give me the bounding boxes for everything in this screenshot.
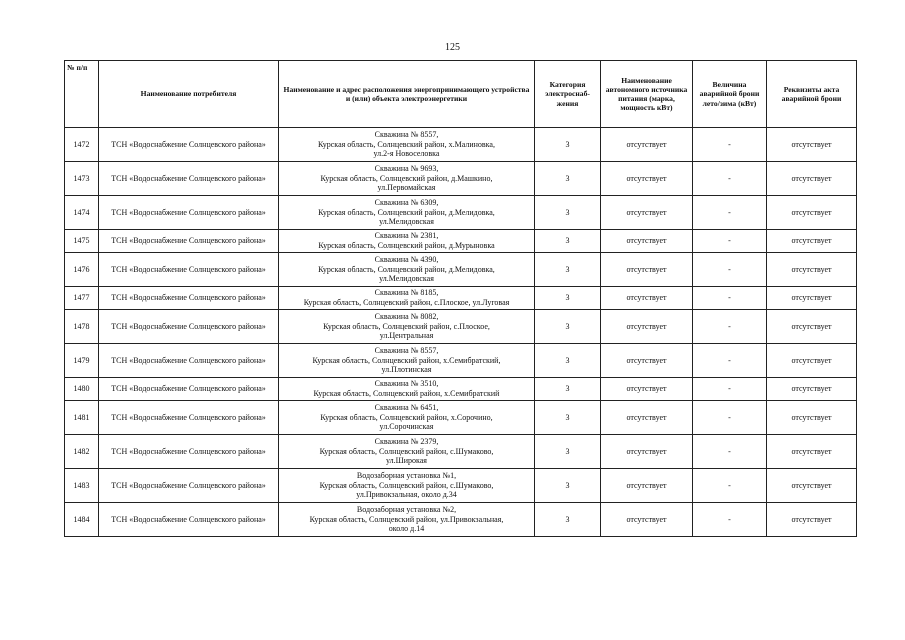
row-act: отсутствует: [767, 378, 857, 401]
address-line: Скважина № 2381,: [374, 231, 439, 241]
row-consumer: ТСН «Водоснабжение Солнцевского района»: [99, 503, 279, 537]
row-reserve: -: [693, 401, 767, 435]
row-address: [279, 128, 535, 162]
header-reserve: Величина аварийной брони лето/зима (кВт): [693, 61, 767, 128]
row-act: отсутствует: [767, 253, 857, 287]
header-consumer: Наименование потребителя: [99, 61, 279, 128]
row-number: 1484: [65, 503, 99, 537]
header-power-source: Наименование автономного источника питания (марка, мощность кВт): [601, 61, 693, 128]
address-line: ул.Широкая: [386, 456, 427, 466]
address-line: около д.14: [388, 524, 425, 534]
address-line: Скважина № 8082,: [374, 312, 439, 322]
table-row: [65, 344, 857, 378]
row-category: 3: [535, 230, 601, 253]
address-line: Курская область, Солнцевский район, с.Шумаково,: [319, 446, 494, 456]
row-reserve: -: [693, 344, 767, 378]
table-row: [65, 196, 857, 230]
row-number: 1474: [65, 196, 99, 230]
row-consumer: ТСН «Водоснабжение Солнцевского района»: [99, 287, 279, 310]
registry-table: [64, 60, 857, 537]
row-number: 1483: [65, 469, 99, 503]
row-act: отсутствует: [767, 230, 857, 253]
row-category: 3: [535, 378, 601, 401]
row-power-source: отсутствует: [601, 469, 693, 503]
row-reserve: -: [693, 503, 767, 537]
address-line: Скважина № 8185,: [374, 288, 439, 298]
address-line: Курская область, Солнцевский район, с.Плоское,: [323, 321, 490, 331]
row-power-source: отсутствует: [601, 196, 693, 230]
table-header-row: [65, 61, 857, 128]
table-row: [65, 310, 857, 344]
row-reserve: -: [693, 435, 767, 469]
row-consumer: ТСН «Водоснабжение Солнцевского района»: [99, 435, 279, 469]
table-row: [65, 503, 857, 537]
row-address: [279, 253, 535, 287]
row-power-source: отсутствует: [601, 128, 693, 162]
table-row: [65, 287, 857, 310]
page-number: 125: [445, 42, 460, 53]
address-line: ул.Плотинская: [381, 365, 432, 375]
address-line: Курская область, Солнцевский район, ул.Привокзальная,: [309, 514, 504, 524]
row-category: 3: [535, 401, 601, 435]
address-line: Курская область, Солнцевский район, д.Мелидовка,: [318, 264, 495, 274]
row-consumer: ТСН «Водоснабжение Солнцевского района»: [99, 230, 279, 253]
address-line: Курская область, Солнцевский район, х.Малиновка,: [318, 139, 495, 149]
address-line: Курская область, Солнцевский район, х.Семибратский: [313, 389, 500, 398]
row-consumer: ТСН «Водоснабжение Солнцевского района»: [99, 253, 279, 287]
row-act: отсутствует: [767, 287, 857, 310]
table-row: [65, 435, 857, 469]
row-category: 3: [535, 310, 601, 344]
row-address: [279, 378, 535, 401]
row-act: отсутствует: [767, 310, 857, 344]
row-number: 1480: [65, 378, 99, 401]
row-act: отсутствует: [767, 196, 857, 230]
row-number: 1478: [65, 310, 99, 344]
address-line: ул.2-я Новоселовка: [373, 149, 440, 159]
address-line: Курская область, Солнцевский район, д.Мурыновка: [318, 241, 495, 250]
row-reserve: -: [693, 162, 767, 196]
address-line: Водозаборная установка №1,: [356, 471, 457, 481]
address-line: ул.Сорочинская: [379, 422, 434, 432]
row-consumer: ТСН «Водоснабжение Солнцевского района»: [99, 310, 279, 344]
header-address: Наименование и адрес расположения энергопринимающего устройства и (или) объекта электроэнергетики: [279, 61, 535, 128]
row-number: 1477: [65, 287, 99, 310]
address-line: Скважина № 6451,: [374, 403, 439, 413]
address-line: Курская область, Солнцевский район, с.Плоское, ул.Луговая: [303, 298, 510, 307]
row-power-source: отсутствует: [601, 230, 693, 253]
row-act: отсутствует: [767, 128, 857, 162]
row-power-source: отсутствует: [601, 401, 693, 435]
row-act: отсутствует: [767, 344, 857, 378]
row-act: отсутствует: [767, 435, 857, 469]
row-number: 1482: [65, 435, 99, 469]
address-line: ул.Первомайская: [377, 183, 436, 193]
address-line: Водозаборная установка №2,: [356, 505, 457, 515]
row-category: 3: [535, 162, 601, 196]
address-line: Скважина № 4390,: [374, 255, 439, 265]
row-consumer: ТСН «Водоснабжение Солнцевского района»: [99, 128, 279, 162]
address-line: Курская область, Солнцевский район, д.Машкино,: [320, 173, 493, 183]
row-consumer: ТСН «Водоснабжение Солнцевского района»: [99, 469, 279, 503]
table-row: [65, 378, 857, 401]
address-line: Скважина № 8557,: [374, 130, 439, 140]
row-act: отсутствует: [767, 469, 857, 503]
header-category: Категория электроснаб-жения: [535, 61, 601, 128]
row-number: 1472: [65, 128, 99, 162]
address-line: Скважина № 3510,: [374, 379, 439, 389]
row-power-source: отсутствует: [601, 435, 693, 469]
row-category: 3: [535, 344, 601, 378]
row-address: [279, 310, 535, 344]
address-line: Скважина № 9693,: [374, 164, 439, 174]
row-category: 3: [535, 503, 601, 537]
row-address: [279, 162, 535, 196]
row-category: 3: [535, 128, 601, 162]
table-row: [65, 469, 857, 503]
header-num: № п/п: [65, 61, 99, 128]
address-line: Курская область, Солнцевский район, х.Сорочино,: [320, 412, 493, 422]
row-address: [279, 469, 535, 503]
row-power-source: отсутствует: [601, 378, 693, 401]
address-line: ул.Мелидовская: [379, 274, 434, 284]
row-address: [279, 503, 535, 537]
table-row: [65, 401, 857, 435]
table-row: [65, 230, 857, 253]
address-line: Курская область, Солнцевский район, д.Мелидовка,: [318, 207, 495, 217]
row-category: 3: [535, 287, 601, 310]
row-reserve: -: [693, 310, 767, 344]
address-line: Курская область, Солнцевский район, х.Семибратский,: [312, 355, 501, 365]
address-line: Скважина № 2379,: [374, 437, 439, 447]
row-reserve: -: [693, 378, 767, 401]
row-consumer: ТСН «Водоснабжение Солнцевского района»: [99, 378, 279, 401]
row-category: 3: [535, 253, 601, 287]
row-reserve: -: [693, 469, 767, 503]
address-line: Скважина № 6309,: [374, 198, 439, 208]
row-consumer: ТСН «Водоснабжение Солнцевского района»: [99, 344, 279, 378]
row-act: отсутствует: [767, 162, 857, 196]
table-row: [65, 162, 857, 196]
row-reserve: -: [693, 128, 767, 162]
address-line: Курская область, Солнцевский район, с.Шумаково,: [319, 480, 494, 490]
row-consumer: ТСН «Водоснабжение Солнцевского района»: [99, 162, 279, 196]
header-act: Реквизиты акта аварийной брони: [767, 61, 857, 128]
row-address: [279, 287, 535, 310]
row-address: [279, 435, 535, 469]
row-consumer: ТСН «Водоснабжение Солнцевского района»: [99, 196, 279, 230]
row-reserve: -: [693, 287, 767, 310]
table-row: [65, 253, 857, 287]
row-act: отсутствует: [767, 401, 857, 435]
row-act: отсутствует: [767, 503, 857, 537]
row-reserve: -: [693, 196, 767, 230]
row-power-source: отсутствует: [601, 162, 693, 196]
row-category: 3: [535, 196, 601, 230]
row-power-source: отсутствует: [601, 287, 693, 310]
row-reserve: -: [693, 230, 767, 253]
row-number: 1473: [65, 162, 99, 196]
row-address: [279, 196, 535, 230]
table-row: [65, 128, 857, 162]
address-line: ул.Центральная: [379, 331, 434, 341]
row-reserve: -: [693, 253, 767, 287]
row-number: 1475: [65, 230, 99, 253]
row-address: [279, 230, 535, 253]
row-power-source: отсутствует: [601, 253, 693, 287]
row-power-source: отсутствует: [601, 310, 693, 344]
row-power-source: отсутствует: [601, 344, 693, 378]
address-line: ул.Привокзальная, около д.34: [356, 490, 457, 500]
address-line: Скважина № 8557,: [374, 346, 439, 356]
row-address: [279, 401, 535, 435]
row-number: 1481: [65, 401, 99, 435]
row-number: 1479: [65, 344, 99, 378]
address-line: ул.Мелидовская: [379, 217, 434, 227]
row-power-source: отсутствует: [601, 503, 693, 537]
table-body: [65, 128, 857, 537]
row-category: 3: [535, 435, 601, 469]
row-category: 3: [535, 469, 601, 503]
row-consumer: ТСН «Водоснабжение Солнцевского района»: [99, 401, 279, 435]
row-number: 1476: [65, 253, 99, 287]
row-address: [279, 344, 535, 378]
